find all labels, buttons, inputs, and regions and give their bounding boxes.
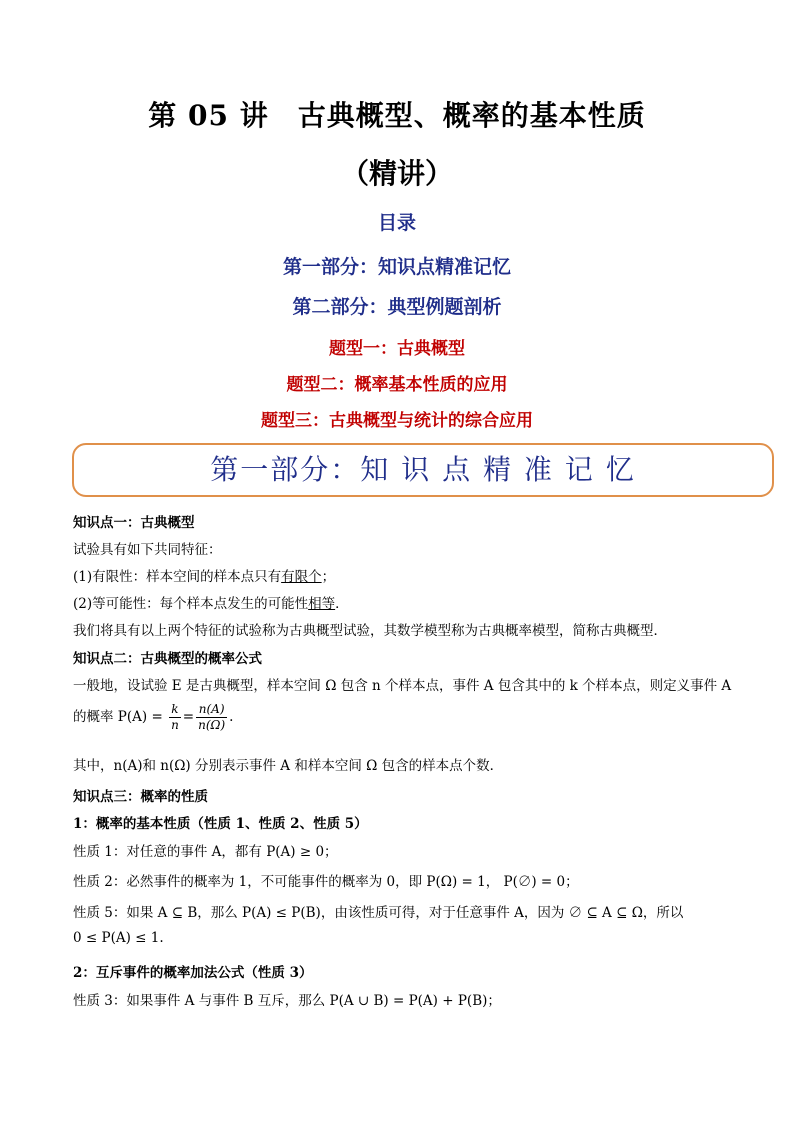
k1-intro: 试验具有如下共同特征： [73, 542, 222, 558]
fraction-numerator: k [169, 702, 181, 718]
k1-p1-keyword: 有限个 [281, 569, 322, 585]
k1-p1-end: ； [321, 569, 336, 585]
toc-item-type2[interactable]: 题型二：概率基本性质的应用 [286, 375, 508, 395]
k1-p2-text: (2)等可能性：每个样本点发生的可能性 [73, 596, 309, 612]
k3-property-3: 性质 3：如果事件 A 与事件 B 互斥，那么 P(A ∪ B) = P(A) + P(B)； [73, 993, 501, 1009]
toc-item-part2[interactable]: 第二部分：典型例题剖析 [292, 296, 502, 318]
k1-heading: 知识点一：古典概型 [73, 515, 195, 531]
k3-property-2: 性质 2：必然事件的概率为 1，不可能事件的概率为 0，即 P(Ω) = 1， P(∅) = 0； [73, 874, 579, 890]
k3-property-1: 性质 1：对任意的事件 A，都有 P(A) ≥ 0； [73, 844, 338, 860]
section-banner: 第一部分：知 识 点 精 准 记 忆 [72, 443, 774, 497]
toc-item-part1[interactable]: 第一部分：知识点精准记忆 [282, 256, 511, 278]
k2-line3: 其中，n(A)和 n(Ω) 分别表示事件 A 和样本空间 Ω 包含的样本点个数． [73, 758, 504, 774]
k1-p1-text: (1)有限性：样本空间的样本点只有 [73, 569, 282, 585]
fraction-k-n [169, 702, 181, 733]
fraction-denominator: n(Ω) [198, 718, 226, 732]
k3-subheading-1: 1：概率的基本性质（性质 1、性质 2、性质 5） [73, 816, 368, 832]
page-title: 第 05 讲 古典概型、概率的基本性质 [148, 99, 646, 132]
formula-period: . [229, 709, 234, 725]
k2-heading: 知识点二：古典概型的概率公式 [73, 651, 262, 667]
k3-heading: 知识点三：概率的性质 [73, 789, 208, 805]
k3-subheading-2: 2：互斥事件的概率加法公式（性质 3） [73, 965, 313, 981]
fraction-numerator: n(A) [196, 702, 227, 718]
k1-property-finite [73, 565, 335, 585]
k3-property-5: 性质 5：如果 A ⊆ B，那么 P(A) ≤ P(B)，由该性质可得，对于任意事件 A，因为 ∅ ⊆ A ⊆ Ω，所以 [73, 905, 684, 921]
k3-property-5-cont: 0 ≤ P(A) ≤ 1. [73, 930, 164, 946]
k1-property-equal [73, 592, 349, 612]
toc-item-type3[interactable]: 题型三：古典概型与统计的综合应用 [261, 411, 533, 431]
k1-p2-end: ． [335, 596, 349, 612]
equals-sign: = [182, 709, 195, 725]
toc-heading: 目录 [377, 212, 416, 234]
k1-definition: 我们将具有以上两个特征的试验称为古典概型试验，其数学模型称为古典概率模型，简称古典概型． [73, 623, 667, 639]
k2-formula-lead: 的概率 P(A) = [73, 709, 163, 725]
k2-line1: 一般地，设试验 E 是古典概型，样本空间 Ω 包含 n 个样本点，事件 A 包含其中的 k 个样本点，则定义事件 A [73, 678, 732, 694]
fraction-denominator: n [171, 718, 179, 732]
k1-p2-keyword: 相等 [308, 596, 336, 612]
page-subtitle: （精讲） [340, 157, 453, 190]
k2-formula [73, 702, 233, 733]
fraction-nA-nOmega [196, 702, 227, 733]
toc-item-type1[interactable]: 题型一：古典概型 [329, 339, 465, 359]
